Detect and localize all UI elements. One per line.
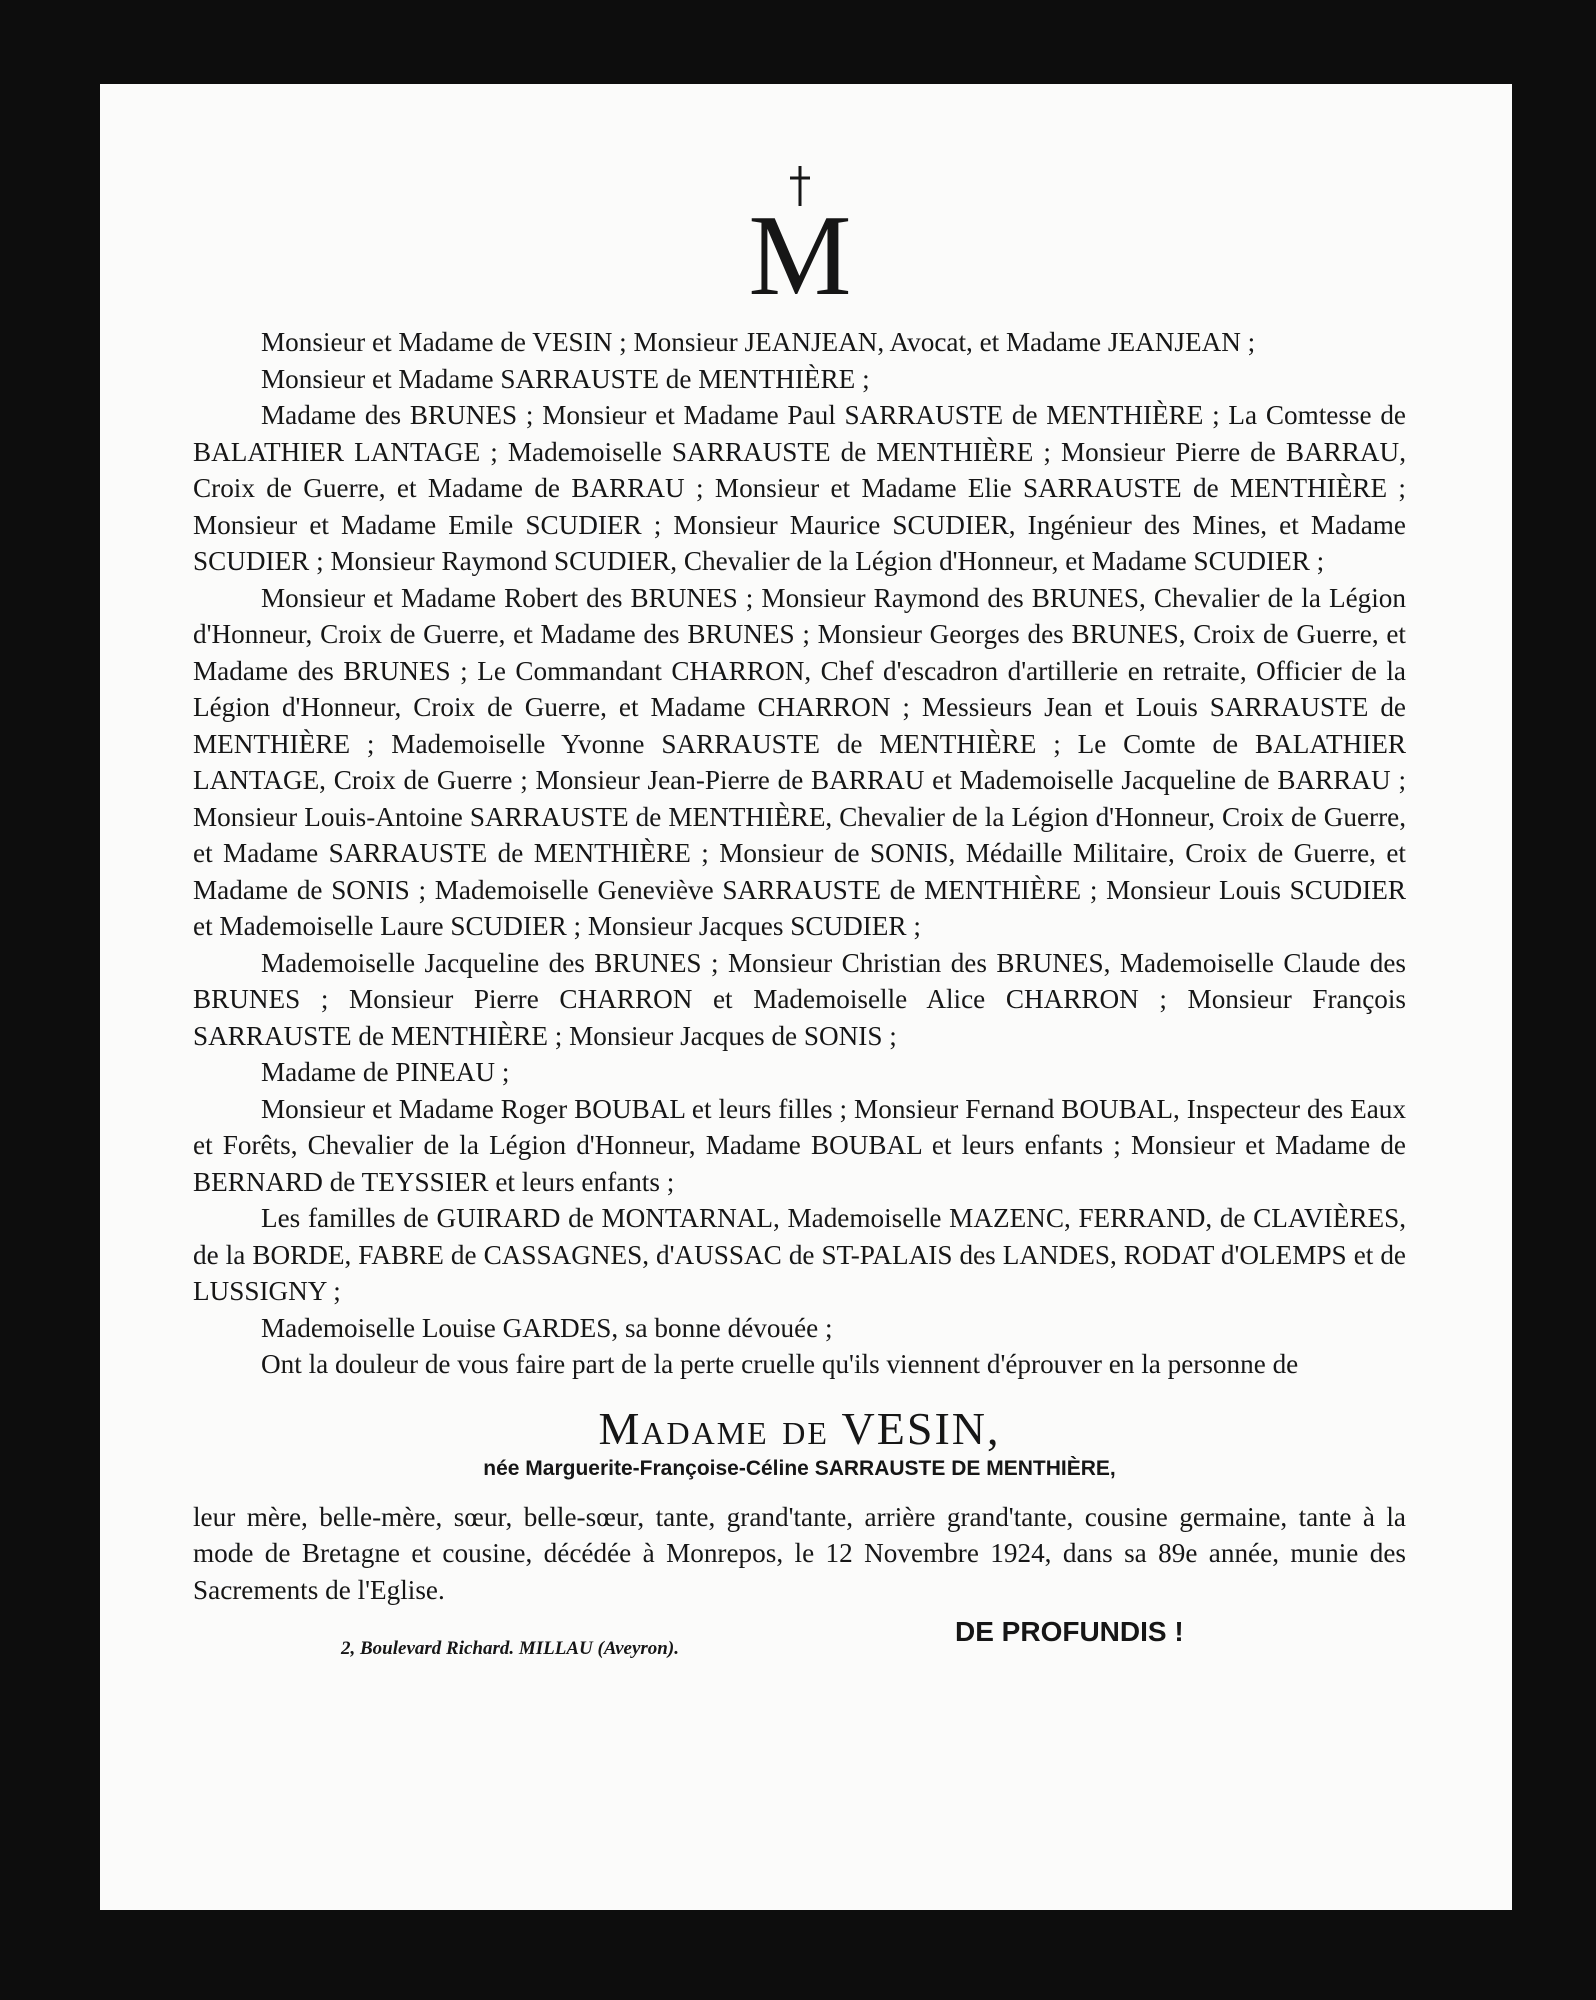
monogram-letter: M	[747, 192, 852, 312]
paragraph: Monsieur et Madame de VESIN ; Monsieur JEANJEAN, Avocat, et Madame JEANJEAN ;	[261, 327, 1256, 357]
paragraph: Mademoiselle Louise GARDES, sa bonne dévouée ;	[261, 1312, 833, 1343]
paragraph: Madame de PINEAU ;	[261, 1057, 510, 1087]
cross-monogram-icon	[740, 162, 860, 312]
paragraph: Ont la douleur de vous faire part de la perte cruelle qu'ils viennent d'éprouver en la personne de	[261, 1349, 1299, 1379]
footer	[193, 1616, 1406, 1676]
paragraph: Monsieur et Madame Robert des BRUNES ; Monsieur Raymond des BRUNES, Chevalier de la Légion d'Honneur, Croix de Guerre, et Madame des BRUNES ; Monsieur Georges des BRUNES, Croix de Guerre, et Madame des BRUNES ; Le Commandant CHARRON, Chef d'escadron d'artillerie en retraite, Officier de la Légion d'Honneur, Croix de Guerre, et Madame CHARRON ; Messieurs Jean et Louis SARRAUSTE de MENTHIÈRE ; Mademoiselle Yvonne SARRAUSTE de MENTHIÈRE ; Le Comte de BALATHIER LANTAGE, Croix de Guerre ; Monsieur Jean-Pierre de BARRAU et Mademoiselle Jacqueline de BARRAU ; Monsieur Louis-Antoine SARRAUSTE de MENTHIÈRE, Chevalier de la Légion d'Honneur, Croix de Guerre, et Madame SARRAUSTE de MENTHIÈRE ; Monsieur de SONIS, Médaille Militaire, Croix de Guerre, et Madame de SONIS ; Mademoiselle Geneviève SARRAUSTE de MENTHIÈRE ; Monsieur Louis SCUDIER et Mademoiselle Laure SCUDIER ; Monsieur Jacques SCUDIER ;	[193, 582, 1406, 941]
paragraph: Madame des BRUNES ; Monsieur et Madame Paul SARRAUSTE de MENTHIÈRE ; La Comtesse de BALATHIER LANTAGE ; Mademoiselle SARRAUSTE de MENTHIÈRE ; Monsieur Pierre de BARRAU, Croix de Guerre, et Madame de BARRAU ; Monsieur et Madame Elie SARRAUSTE de MENTHIÈRE ; Monsieur et Madame Emile SCUDIER ; Monsieur Maurice SCUDIER, Ingénieur des Mines, et Madame SCUDIER ; Monsieur Raymond SCUDIER, Chevalier de la Légion d'Honneur, et Madame SCUDIER ;	[193, 400, 1406, 576]
printer-address: 2, Boulevard Richard. MILLAU (Aveyron).	[341, 1638, 679, 1659]
paragraph: Monsieur et Madame SARRAUSTE de MENTHIÈRE ;	[261, 363, 870, 394]
maiden-name-line: née Marguerite-Françoise-Céline SARRAUSTE DE MENTHIÈRE,	[483, 1456, 1116, 1480]
relationship-text: leur mère, belle-mère, sœur, belle-sœur, tante, grand'tante, arrière grand'tante, cousine germaine, tante à la mode de Bretagne et cousine, décédée à Monrepos, le 12 Novembre 1924, dans sa 89e année, munie des Sacrements de l'Eglise.	[193, 1501, 1406, 1605]
de-profundis: DE PROFUNDIS !	[955, 1616, 1184, 1647]
death-notice-page	[100, 84, 1512, 1910]
paragraph: Mademoiselle Jacqueline des BRUNES ; Monsieur Christian des BRUNES, Mademoiselle Claude des BRUNES ; Monsieur Pierre CHARRON et Mademoiselle Alice CHARRON ; Monsieur François SARRAUSTE de MENTHIÈRE ; Monsieur Jacques de SONIS ;	[193, 947, 1406, 1051]
deceased-name: Madame de VESIN,	[598, 1402, 1001, 1454]
family-list	[193, 324, 1406, 1383]
paragraph: Les familles de GUIRARD de MONTARNAL, Mademoiselle MAZENC, FERRAND, de CLAVIÈRES, de la BORDE, FABRE de CASSAGNES, d'AUSSAC de ST-PALAIS des LANDES, RODAT d'OLEMPS et de LUSSIGNY ;	[193, 1203, 1406, 1306]
paragraph: Monsieur et Madame Roger BOUBAL et leurs filles ; Monsieur Fernand BOUBAL, Inspecteur des Eaux et Forêts, Chevalier de la Légion d'Honneur, Madame BOUBAL et leurs enfants ; Monsieur et Madame de BERNARD de TEYSSIER et leurs enfants ;	[193, 1093, 1406, 1197]
